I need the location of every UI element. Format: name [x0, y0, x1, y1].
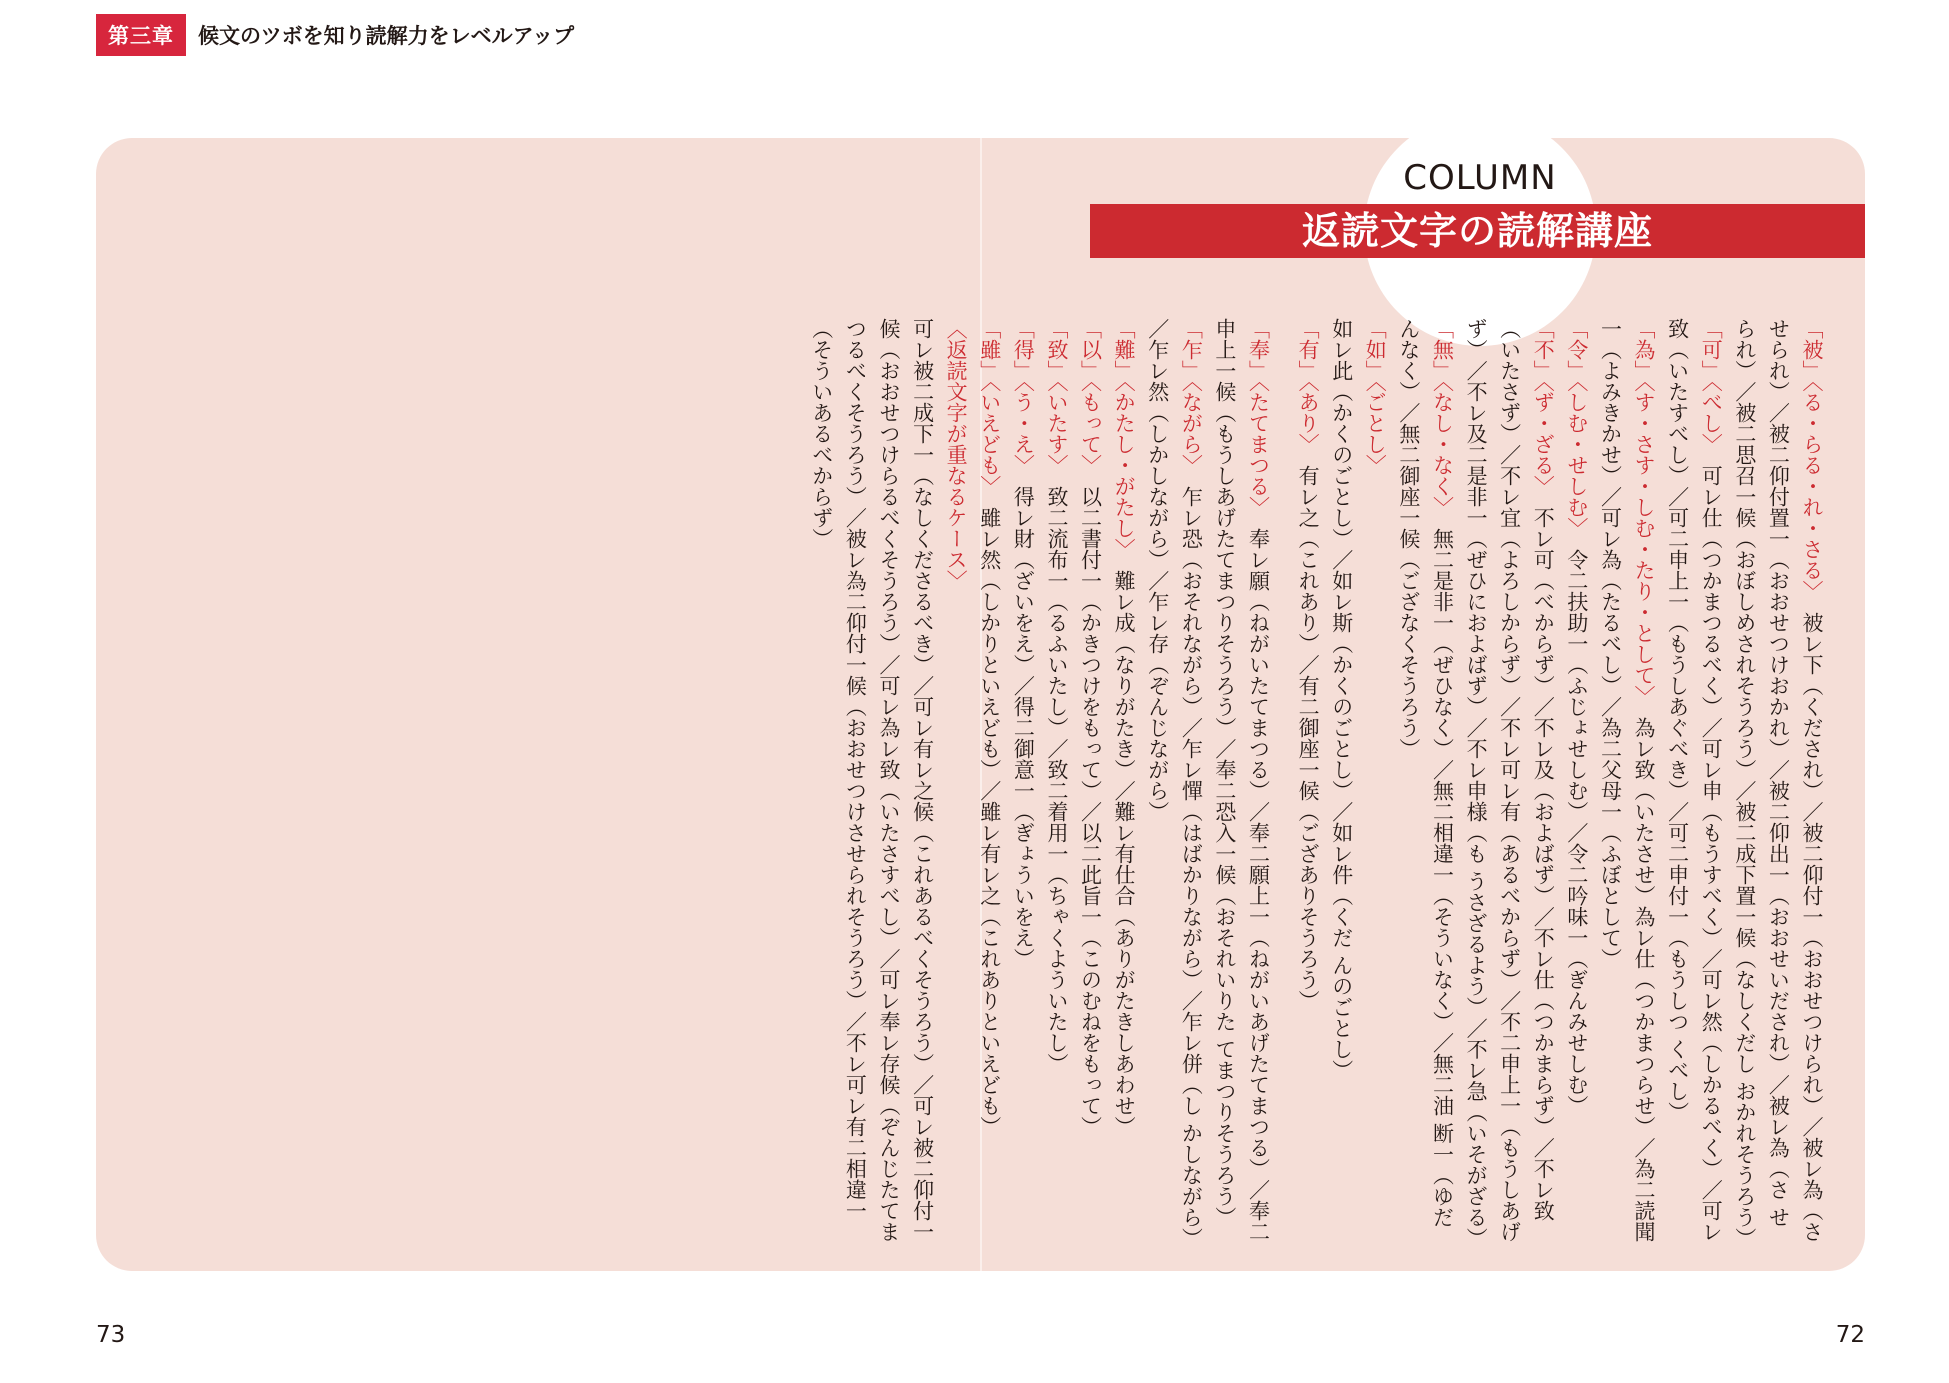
entry-motte	[1073, 318, 1107, 1246]
entry-text: 奉レ願（ねがいたてまつる）／奉二願上一（ねがいあげたてまつる）／奉二申上一候（もうしあげたてまつりそうろう）／奉二恐入一候（おそれいりた てまつりそうろう）	[1212, 318, 1271, 1242]
column-body	[146, 318, 1828, 1249]
entry-heading: 「雖」〈いえども〉	[977, 318, 1002, 486]
chapter-label: 第三章	[96, 14, 186, 56]
entry-text: 乍レ恐（おそれながら）／乍レ憚（はばかりながら）／乍レ併（し かしながら）／乍レ然（しかしながら）／乍レ存（ぞんじながら）	[1145, 318, 1204, 1239]
entry-heading: 「乍」〈ながら〉	[1179, 318, 1204, 465]
entry-text: 無二是非一（ぜひなく）／無二相違一（そういなく）／無二油 断一（ゆだんなく）／無二御座一候（ござなくそうろう）	[1396, 318, 1455, 1228]
column-title: 返読文字の読解講座	[1301, 209, 1653, 253]
entry-heading: 「得」〈う・え〉	[1011, 318, 1036, 465]
entry-nagara	[1140, 318, 1207, 1246]
entry-text: 致二流布一（るふいたし）／致二着用一（ちゃくよういたし）	[1044, 486, 1069, 1074]
page-number-left: 73	[96, 1322, 126, 1348]
entry-su	[1593, 318, 1660, 1246]
entry-heading: 「不」〈ず・ざる〉	[1531, 318, 1556, 486]
column-label: COLUMN	[1403, 158, 1557, 198]
chapter-title: 候文のツボを知り読解力をレベルアップ	[198, 23, 575, 48]
entry-heading: 「令」〈しむ・せしむ〉	[1564, 318, 1589, 528]
entry-nashi	[1391, 318, 1458, 1246]
entry-u	[1006, 318, 1040, 1246]
entry-text: 可レ被二成下一（なしくださるべき）／可レ有レ之候（これあるべくそうろう）／可レ被二仰付一候（おおせつけらるべくそうろう）／可レ為レ致（いたさすべし）／可レ奉レ存候（ぞんじたてまつるべくそうろう）／被レ為二仰付一候（おおせつけさせられそうろう）／不レ可レ有二相違一（そういあるべからず）	[809, 318, 935, 1242]
entry-heading: 「有」〈あり〉	[1296, 318, 1321, 444]
entry-heading: 「奉」〈たてまつる〉	[1246, 318, 1271, 507]
entry-shimu	[1559, 318, 1593, 1246]
entry-heading: 「如」〈ごとし〉	[1363, 318, 1388, 465]
entry-heading: 「難」〈かたし・がたし〉	[1112, 318, 1137, 549]
entry-gatashi	[1107, 318, 1141, 1246]
entry-heading: 「以」〈もって〉	[1078, 318, 1103, 465]
entry-text: 以二書付一（かきつけをもって）／以二此旨一（このむねをもって）	[1078, 486, 1103, 1137]
entry-heading: 「為」〈す・さす・しむ・たり・として〉	[1632, 318, 1657, 696]
entry-text: 有レ之（これあり）／有二御座一候（ござありそうろう）	[1296, 465, 1321, 1011]
entry-hi	[1727, 318, 1828, 1249]
entry-text: 得レ財（ざいをえ）／得二御意一（ぎょういをえ）	[1011, 486, 1036, 969]
entry-text: 令二扶助一（ふじょせしむ）／令二吟味一（ぎんみせしむ）	[1564, 549, 1589, 1116]
entry-text: 被レ下（くだされ）／被二仰付一（おおせつけられ）／被レ為（させられ）／被二仰付置一（おおせつけおかれ）／被二仰出一（おおせいだされ）／被レ為（さ せられ）／被二思召一候（おぼしめされそうろう）／被二成下置一候（なしくだし おかれそうろう）	[1732, 318, 1824, 1249]
entry-text: 雖レ然（しかりといえども）／雖レ有レ之（これありといえども）	[977, 507, 1002, 1137]
entry-text: 為レ致（いたさせ）為レ仕（つかまつらせ）／為二読聞一（よみきかせ）／可レ為（たるべし）／為二父母一（ふぼとして）	[1598, 318, 1657, 1242]
entry-iedomo	[972, 318, 1006, 1246]
entry-heading: 「無」〈なし・なく〉	[1430, 318, 1455, 507]
entry-heading: 「被」〈る・らる・れ・さる〉	[1800, 318, 1824, 591]
entry-tatematsuru	[1207, 318, 1274, 1246]
entry-beshi	[1660, 318, 1727, 1246]
entry-ari	[1291, 318, 1325, 1246]
entry-text: 難レ成（なりがたき）／難レ有仕合（ありがたきしあわせ）	[1112, 570, 1137, 1137]
entry-text: 可レ仕（つかまつるべく）／可レ申（もうすべく）／可レ然（しかるべく）／可レ致（いたすべし）／可二申上一（もうしあぐべき）／可二申付一（もうしつ くべし）	[1665, 318, 1724, 1242]
entry-gotoshi	[1324, 318, 1391, 1246]
entry-text: 不レ可（べからず）／不レ及（およばず）／不レ仕（つかまらず）／不レ致（いたさず）／不レ宜（よろしからず）／不レ可レ有（あるべからず）／不二申上一（もうしあげず）／不レ及二是非一（ぜひにおよばず）／不レ申様（も うさざるよう）／不レ急（いそがざる）	[1464, 318, 1556, 1249]
entry-itasu	[1039, 318, 1073, 1246]
entry-heading: 「可」〈べし〉	[1699, 318, 1724, 444]
entry-zu	[1458, 318, 1559, 1249]
compound-heading	[939, 318, 973, 1246]
page-number-right: 72	[1835, 1322, 1865, 1348]
entry-text: 如レ此（かくのごとし）／如レ斯（かくのごとし）／如レ件（くだ んのごとし）	[1329, 318, 1354, 1081]
entry-heading: 〈返読文字が重なるケース〉	[944, 318, 969, 591]
compound-text	[804, 318, 938, 1246]
entry-heading: 「致」〈いたす〉	[1044, 318, 1069, 465]
